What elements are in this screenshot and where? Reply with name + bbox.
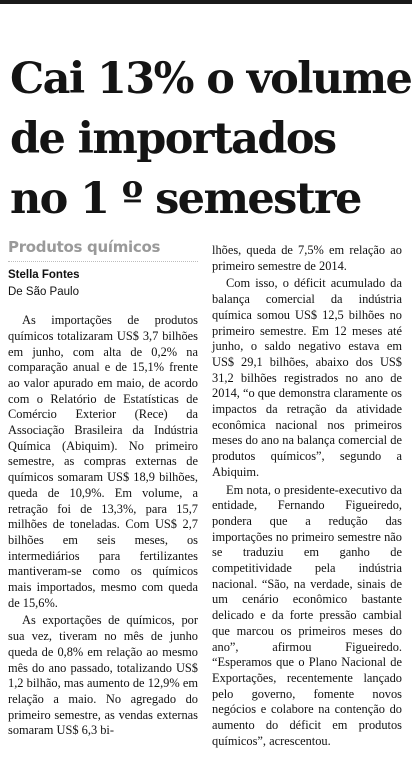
section-tag: Produtos químicos — [8, 240, 198, 262]
headline-line-1: Cai 13% o volume — [10, 53, 412, 104]
paragraph: As exportações de químicos, por sua vez, tiveram no mês de junho queda de 0,8% em relação ao mesmo mês do ano passado, totalizando US$ 1,2 bilhão, mas aumento de 12,9% em relação a maio. No agregado do primeiro semestre, as vendas externas somaram US$ 6,3 bi- — [8, 613, 198, 738]
author-name: Stella Fontes — [8, 268, 80, 281]
article-column-right — [212, 243, 402, 752]
paragraph: Com isso, o déficit acumulado da balança comercial da indústria química somou US$ 12,5 bilhões no primeiro semestre. Em 12 meses até junho, o saldo negativo estava em US$ 29,1 bilhões, abaixo dos US$ 31,2 bilhões registrados no ano de 2014, “o que demonstra claramente os impactos da retração da atividade econômica nacional nos primeiros meses do ano na balança comercial de produtos químicos”, segundo a Abiquim. — [212, 276, 402, 479]
article-column-left — [8, 240, 198, 741]
headline — [10, 49, 412, 229]
headline-line-2: de importados — [10, 113, 336, 164]
paragraph: As importações de produtos químicos totalizaram US$ 3,7 bilhões em junho, com alta de 0,2% na comparação anual e de 15,1% frente ao valor apurado em maio, de acordo com o Relatório de Estatísticas de Comércio Exterior (Rece) da Associação Brasileira da Indústria Química (Abiquim). No primeiro semestre, as compras externas de químicos somaram US$ 18,9 bilhões, queda de 10,9%. Em volume, a retração foi de 13,3%, para 15,7 milhões de toneladas. Com US$ 2,7 bilhões em seis meses, os intermediários para fertilizantes mantiveram-se como os químicos mais importados, mesmo com queda de 15,6%. — [8, 313, 198, 610]
top-rule — [0, 0, 412, 4]
author-location: De São Paulo — [8, 286, 79, 299]
headline-line-3: no 1 º semestre — [10, 173, 361, 224]
paragraph: lhões, queda de 7,5% em relação ao primeiro semestre de 2014. — [212, 243, 402, 273]
paragraph: Em nota, o presidente-executivo da entidade, Fernando Figueiredo, pondera que a redução das importações no primeiro semestre não se traduziu em ganho de competitividade pela indústria nacional. “São, na verdade, sinais de um cenário econômico bastante delicado e da forte pressão cambial que marcou os primeiros meses do ano”, afirmou Figueiredo. “Esperamos que o Plano Nacional de Exportações, recentemente lançado pelo governo, fomente novos negócios e colabore na contenção do aumento do déficit em produtos químicos”, acrescentou. — [212, 482, 402, 748]
